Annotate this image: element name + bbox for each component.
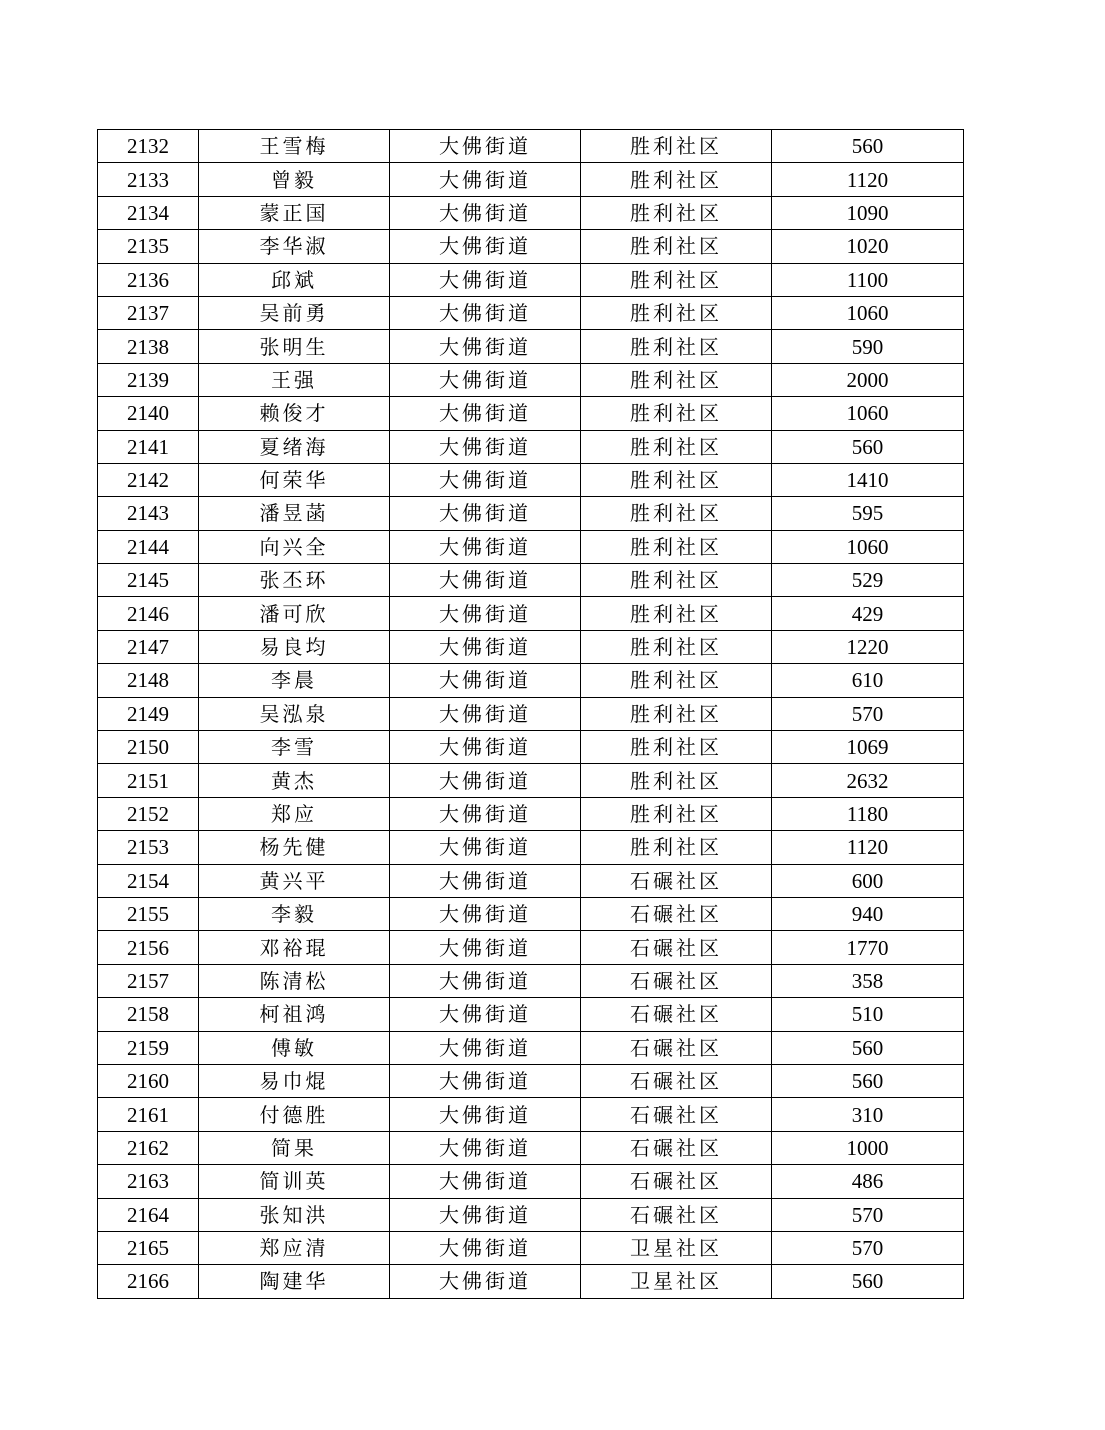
subdistrict-cell: 大佛街道 bbox=[390, 864, 581, 897]
community-cell: 石碾社区 bbox=[581, 931, 772, 964]
name-cell: 陈清松 bbox=[199, 964, 390, 997]
amount-cell: 529 bbox=[772, 564, 964, 597]
name-cell: 向兴全 bbox=[199, 530, 390, 563]
subdistrict-cell: 大佛街道 bbox=[390, 397, 581, 430]
row-number-cell: 2152 bbox=[98, 797, 199, 830]
community-cell: 石碾社区 bbox=[581, 964, 772, 997]
table-row bbox=[98, 1031, 964, 1064]
name-cell: 简果 bbox=[199, 1131, 390, 1164]
row-number-cell: 2149 bbox=[98, 697, 199, 730]
subdistrict-cell: 大佛街道 bbox=[390, 998, 581, 1031]
table-row bbox=[98, 397, 964, 430]
amount-cell: 560 bbox=[772, 1064, 964, 1097]
amount-cell: 486 bbox=[772, 1165, 964, 1198]
row-number-cell: 2158 bbox=[98, 998, 199, 1031]
row-number-cell: 2146 bbox=[98, 597, 199, 630]
amount-cell: 1060 bbox=[772, 530, 964, 563]
community-cell: 石碾社区 bbox=[581, 864, 772, 897]
name-cell: 李雪 bbox=[199, 731, 390, 764]
name-cell: 王雪梅 bbox=[199, 130, 390, 163]
amount-cell: 358 bbox=[772, 964, 964, 997]
amount-cell: 590 bbox=[772, 330, 964, 363]
row-number-cell: 2136 bbox=[98, 263, 199, 296]
name-cell: 郑应清 bbox=[199, 1231, 390, 1264]
amount-cell: 1180 bbox=[772, 797, 964, 830]
subdistrict-cell: 大佛街道 bbox=[390, 664, 581, 697]
name-cell: 夏绪海 bbox=[199, 430, 390, 463]
subdistrict-cell: 大佛街道 bbox=[390, 1064, 581, 1097]
amount-cell: 2000 bbox=[772, 363, 964, 396]
row-number-cell: 2138 bbox=[98, 330, 199, 363]
name-cell: 邱斌 bbox=[199, 263, 390, 296]
name-cell: 吴泓泉 bbox=[199, 697, 390, 730]
amount-cell: 1060 bbox=[772, 296, 964, 329]
name-cell: 邓裕琨 bbox=[199, 931, 390, 964]
table-row bbox=[98, 1131, 964, 1164]
subdistrict-cell: 大佛街道 bbox=[390, 831, 581, 864]
community-cell: 石碾社区 bbox=[581, 1165, 772, 1198]
amount-cell: 1060 bbox=[772, 397, 964, 430]
table-row bbox=[98, 263, 964, 296]
table-row bbox=[98, 764, 964, 797]
row-number-cell: 2162 bbox=[98, 1131, 199, 1164]
table-row bbox=[98, 897, 964, 930]
community-cell: 石碾社区 bbox=[581, 1198, 772, 1231]
amount-cell: 1100 bbox=[772, 263, 964, 296]
name-cell: 赖俊才 bbox=[199, 397, 390, 430]
subdistrict-cell: 大佛街道 bbox=[390, 230, 581, 263]
table-row bbox=[98, 196, 964, 229]
amount-cell: 1000 bbox=[772, 1131, 964, 1164]
subdistrict-cell: 大佛街道 bbox=[390, 330, 581, 363]
community-cell: 胜利社区 bbox=[581, 463, 772, 496]
amount-cell: 560 bbox=[772, 130, 964, 163]
community-cell: 石碾社区 bbox=[581, 1131, 772, 1164]
row-number-cell: 2166 bbox=[98, 1265, 199, 1298]
row-number-cell: 2143 bbox=[98, 497, 199, 530]
subdistrict-cell: 大佛街道 bbox=[390, 1198, 581, 1231]
table-row bbox=[98, 330, 964, 363]
table-row bbox=[98, 463, 964, 496]
subdistrict-cell: 大佛街道 bbox=[390, 797, 581, 830]
amount-cell: 310 bbox=[772, 1098, 964, 1131]
table-row bbox=[98, 564, 964, 597]
name-cell: 蒙正国 bbox=[199, 196, 390, 229]
table-row bbox=[98, 130, 964, 163]
subdistrict-cell: 大佛街道 bbox=[390, 564, 581, 597]
community-cell: 胜利社区 bbox=[581, 564, 772, 597]
amount-cell: 560 bbox=[772, 1265, 964, 1298]
community-cell: 胜利社区 bbox=[581, 230, 772, 263]
table-row bbox=[98, 664, 964, 697]
community-cell: 胜利社区 bbox=[581, 630, 772, 663]
row-number-cell: 2132 bbox=[98, 130, 199, 163]
community-cell: 胜利社区 bbox=[581, 130, 772, 163]
community-cell: 胜利社区 bbox=[581, 296, 772, 329]
community-cell: 胜利社区 bbox=[581, 530, 772, 563]
row-number-cell: 2142 bbox=[98, 463, 199, 496]
subdistrict-cell: 大佛街道 bbox=[390, 497, 581, 530]
subdistrict-cell: 大佛街道 bbox=[390, 263, 581, 296]
subdistrict-cell: 大佛街道 bbox=[390, 130, 581, 163]
amount-cell: 595 bbox=[772, 497, 964, 530]
row-number-cell: 2137 bbox=[98, 296, 199, 329]
row-number-cell: 2139 bbox=[98, 363, 199, 396]
amount-cell: 560 bbox=[772, 1031, 964, 1064]
community-cell: 胜利社区 bbox=[581, 363, 772, 396]
subdistrict-cell: 大佛街道 bbox=[390, 697, 581, 730]
community-cell: 胜利社区 bbox=[581, 664, 772, 697]
name-cell: 陶建华 bbox=[199, 1265, 390, 1298]
subdistrict-cell: 大佛街道 bbox=[390, 931, 581, 964]
name-cell: 付德胜 bbox=[199, 1098, 390, 1131]
subdistrict-cell: 大佛街道 bbox=[390, 430, 581, 463]
table-row bbox=[98, 363, 964, 396]
subdistrict-cell: 大佛街道 bbox=[390, 1165, 581, 1198]
row-number-cell: 2150 bbox=[98, 731, 199, 764]
row-number-cell: 2153 bbox=[98, 831, 199, 864]
community-cell: 石碾社区 bbox=[581, 1031, 772, 1064]
community-cell: 卫星社区 bbox=[581, 1231, 772, 1264]
community-cell: 胜利社区 bbox=[581, 731, 772, 764]
table-row bbox=[98, 630, 964, 663]
name-cell: 王强 bbox=[199, 363, 390, 396]
table-row bbox=[98, 296, 964, 329]
name-cell: 简训英 bbox=[199, 1165, 390, 1198]
name-cell: 曾毅 bbox=[199, 163, 390, 196]
table-row bbox=[98, 864, 964, 897]
table-row bbox=[98, 797, 964, 830]
table-row bbox=[98, 430, 964, 463]
row-number-cell: 2140 bbox=[98, 397, 199, 430]
amount-cell: 429 bbox=[772, 597, 964, 630]
table-row bbox=[98, 1198, 964, 1231]
row-number-cell: 2154 bbox=[98, 864, 199, 897]
table-row bbox=[98, 697, 964, 730]
name-cell: 何荣华 bbox=[199, 463, 390, 496]
table-row bbox=[98, 931, 964, 964]
community-cell: 胜利社区 bbox=[581, 430, 772, 463]
amount-cell: 570 bbox=[772, 1198, 964, 1231]
name-cell: 黄杰 bbox=[199, 764, 390, 797]
amount-cell: 1770 bbox=[772, 931, 964, 964]
name-cell: 易巾焜 bbox=[199, 1064, 390, 1097]
row-number-cell: 2151 bbox=[98, 764, 199, 797]
amount-cell: 570 bbox=[772, 697, 964, 730]
row-number-cell: 2161 bbox=[98, 1098, 199, 1131]
table-row bbox=[98, 731, 964, 764]
community-cell: 胜利社区 bbox=[581, 797, 772, 830]
row-number-cell: 2145 bbox=[98, 564, 199, 597]
row-number-cell: 2155 bbox=[98, 897, 199, 930]
amount-cell: 600 bbox=[772, 864, 964, 897]
subdistrict-cell: 大佛街道 bbox=[390, 1265, 581, 1298]
table-row bbox=[98, 1098, 964, 1131]
community-cell: 胜利社区 bbox=[581, 831, 772, 864]
amount-cell: 1090 bbox=[772, 196, 964, 229]
data-table bbox=[97, 129, 964, 1299]
row-number-cell: 2144 bbox=[98, 530, 199, 563]
community-cell: 卫星社区 bbox=[581, 1265, 772, 1298]
table-row bbox=[98, 998, 964, 1031]
row-number-cell: 2157 bbox=[98, 964, 199, 997]
subdistrict-cell: 大佛街道 bbox=[390, 731, 581, 764]
row-number-cell: 2165 bbox=[98, 1231, 199, 1264]
name-cell: 潘昱菡 bbox=[199, 497, 390, 530]
subdistrict-cell: 大佛街道 bbox=[390, 630, 581, 663]
subdistrict-cell: 大佛街道 bbox=[390, 764, 581, 797]
name-cell: 郑应 bbox=[199, 797, 390, 830]
amount-cell: 940 bbox=[772, 897, 964, 930]
subdistrict-cell: 大佛街道 bbox=[390, 296, 581, 329]
amount-cell: 1020 bbox=[772, 230, 964, 263]
amount-cell: 1410 bbox=[772, 463, 964, 496]
community-cell: 胜利社区 bbox=[581, 497, 772, 530]
subdistrict-cell: 大佛街道 bbox=[390, 196, 581, 229]
name-cell: 张丕环 bbox=[199, 564, 390, 597]
row-number-cell: 2147 bbox=[98, 630, 199, 663]
row-number-cell: 2159 bbox=[98, 1031, 199, 1064]
amount-cell: 560 bbox=[772, 430, 964, 463]
name-cell: 柯祖鸿 bbox=[199, 998, 390, 1031]
row-number-cell: 2148 bbox=[98, 664, 199, 697]
subdistrict-cell: 大佛街道 bbox=[390, 530, 581, 563]
amount-cell: 2632 bbox=[772, 764, 964, 797]
row-number-cell: 2134 bbox=[98, 196, 199, 229]
row-number-cell: 2160 bbox=[98, 1064, 199, 1097]
amount-cell: 570 bbox=[772, 1231, 964, 1264]
name-cell: 李毅 bbox=[199, 897, 390, 930]
name-cell: 易良均 bbox=[199, 630, 390, 663]
table-row bbox=[98, 230, 964, 263]
subdistrict-cell: 大佛街道 bbox=[390, 597, 581, 630]
name-cell: 潘可欣 bbox=[199, 597, 390, 630]
community-cell: 石碾社区 bbox=[581, 998, 772, 1031]
name-cell: 杨先健 bbox=[199, 831, 390, 864]
table-row bbox=[98, 831, 964, 864]
community-cell: 石碾社区 bbox=[581, 897, 772, 930]
subdistrict-cell: 大佛街道 bbox=[390, 463, 581, 496]
table-row bbox=[98, 1231, 964, 1264]
name-cell: 傅敏 bbox=[199, 1031, 390, 1064]
amount-cell: 1220 bbox=[772, 630, 964, 663]
table-body bbox=[98, 130, 964, 1299]
subdistrict-cell: 大佛街道 bbox=[390, 363, 581, 396]
row-number-cell: 2135 bbox=[98, 230, 199, 263]
row-number-cell: 2156 bbox=[98, 931, 199, 964]
community-cell: 胜利社区 bbox=[581, 196, 772, 229]
row-number-cell: 2141 bbox=[98, 430, 199, 463]
table-row bbox=[98, 163, 964, 196]
community-cell: 胜利社区 bbox=[581, 597, 772, 630]
name-cell: 黄兴平 bbox=[199, 864, 390, 897]
table-row bbox=[98, 964, 964, 997]
community-cell: 石碾社区 bbox=[581, 1098, 772, 1131]
row-number-cell: 2164 bbox=[98, 1198, 199, 1231]
table-row bbox=[98, 1265, 964, 1298]
amount-cell: 610 bbox=[772, 664, 964, 697]
community-cell: 胜利社区 bbox=[581, 764, 772, 797]
table-row bbox=[98, 497, 964, 530]
row-number-cell: 2163 bbox=[98, 1165, 199, 1198]
subdistrict-cell: 大佛街道 bbox=[390, 163, 581, 196]
table-row bbox=[98, 1064, 964, 1097]
amount-cell: 1069 bbox=[772, 731, 964, 764]
community-cell: 胜利社区 bbox=[581, 397, 772, 430]
table-row bbox=[98, 597, 964, 630]
amount-cell: 510 bbox=[772, 998, 964, 1031]
subdistrict-cell: 大佛街道 bbox=[390, 897, 581, 930]
table-row bbox=[98, 530, 964, 563]
subdistrict-cell: 大佛街道 bbox=[390, 1231, 581, 1264]
amount-cell: 1120 bbox=[772, 831, 964, 864]
subdistrict-cell: 大佛街道 bbox=[390, 1098, 581, 1131]
name-cell: 张明生 bbox=[199, 330, 390, 363]
subdistrict-cell: 大佛街道 bbox=[390, 1031, 581, 1064]
row-number-cell: 2133 bbox=[98, 163, 199, 196]
community-cell: 胜利社区 bbox=[581, 330, 772, 363]
name-cell: 李华淑 bbox=[199, 230, 390, 263]
community-cell: 石碾社区 bbox=[581, 1064, 772, 1097]
table-row bbox=[98, 1165, 964, 1198]
community-cell: 胜利社区 bbox=[581, 163, 772, 196]
community-cell: 胜利社区 bbox=[581, 263, 772, 296]
name-cell: 李晨 bbox=[199, 664, 390, 697]
name-cell: 吴前勇 bbox=[199, 296, 390, 329]
subdistrict-cell: 大佛街道 bbox=[390, 1131, 581, 1164]
community-cell: 胜利社区 bbox=[581, 697, 772, 730]
name-cell: 张知洪 bbox=[199, 1198, 390, 1231]
amount-cell: 1120 bbox=[772, 163, 964, 196]
subdistrict-cell: 大佛街道 bbox=[390, 964, 581, 997]
